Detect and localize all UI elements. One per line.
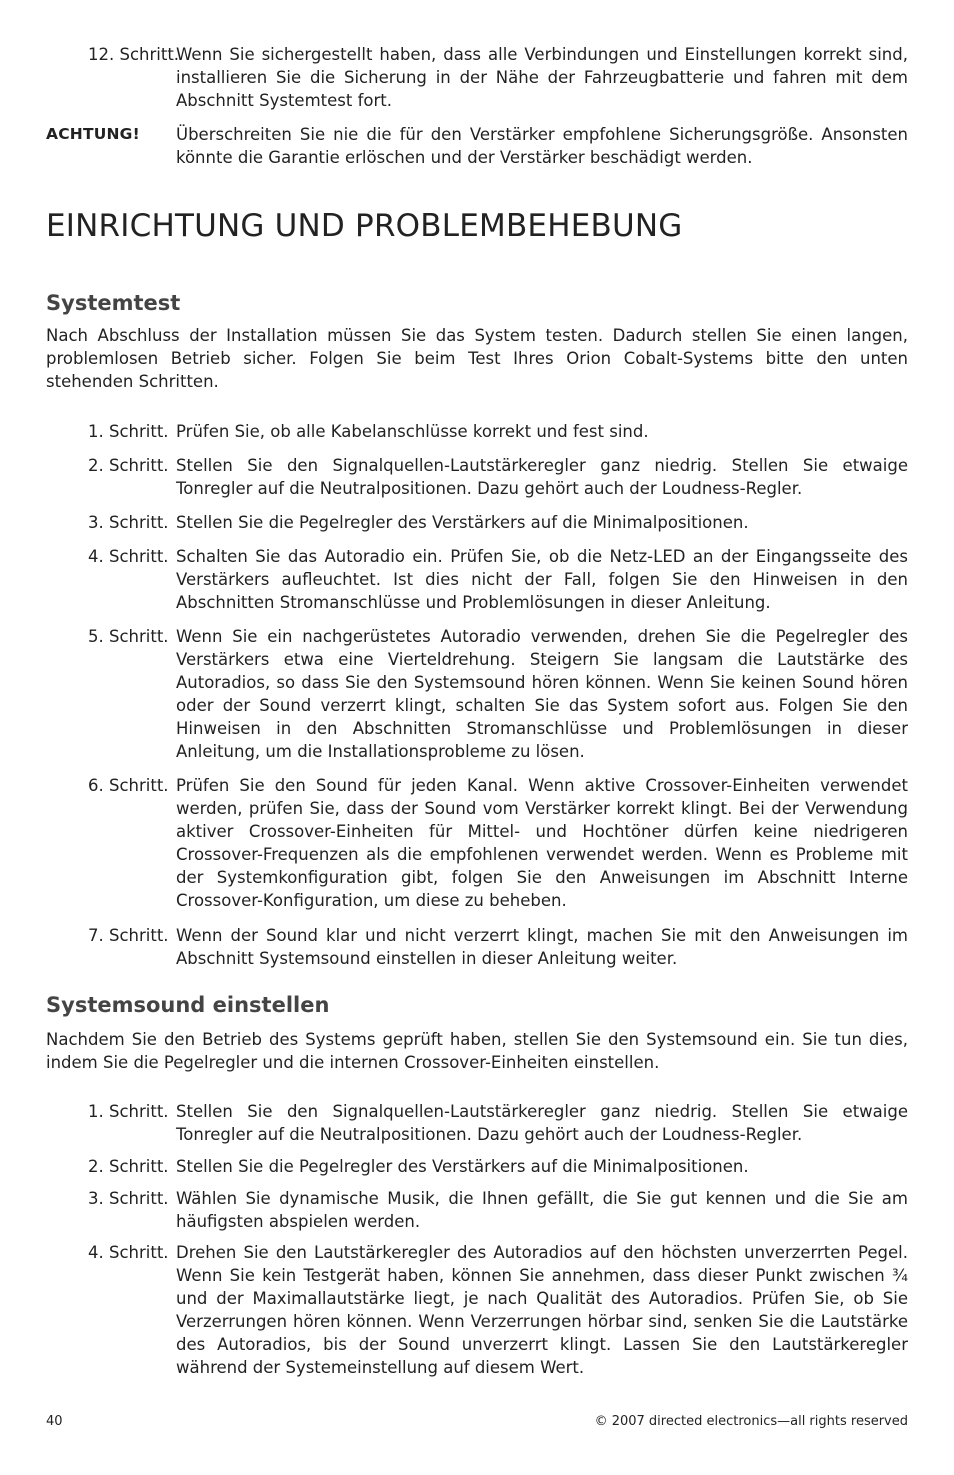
- step-text: Wenn der Sound klar und nicht verzerrt klingt, machen Sie mit den Anweisungen im Abschnitt Systemsound einstellen in dieser Anleitung weiter.: [176, 926, 908, 968]
- step-text: Stellen Sie den Signalquellen-Lautstärkeregler ganz niedrig. Stellen Sie etwaige Tonregler auf die Neutralpositionen. Dazu gehört auch der Loudness-Regler.: [176, 1102, 908, 1144]
- systemsound-step-1: [46, 1100, 908, 1146]
- step-text: Schalten Sie das Autoradio ein. Prüfen Sie, ob die Netz-LED an der Eingangsseite des Verstärkers aufleuchtet. Ist dies nicht der Fall, folgen Sie den Hinweisen in den Abschnitten Stromanschlüsse und Problemlösungen in dieser Anleitung.: [176, 547, 908, 612]
- warning-note: [46, 123, 908, 169]
- systemtest-step-5: [46, 625, 908, 763]
- step-label: 4. Schritt.: [88, 1243, 169, 1262]
- systemsound-step-3: [46, 1187, 908, 1233]
- step-label: 7. Schritt.: [88, 926, 169, 945]
- step-label: 2. Schritt.: [88, 1157, 169, 1176]
- warning-text: Überschreiten Sie nie die für den Verstärker empfohlene Sicherungsgröße. Ansonsten könnte die Garantie erlöschen und der Verstärker beschädigt werden.: [176, 125, 908, 167]
- systemsound-intro: Nachdem Sie den Betrieb des Systems geprüft haben, stellen Sie den Systemsound ein. Sie tun dies, indem Sie die Pegelregler und die internen Crossover-Einheiten einstellen.: [46, 1030, 908, 1072]
- systemtest-step-7: [46, 924, 908, 970]
- step-text: Wenn Sie ein nachgerüstetes Autoradio verwenden, drehen Sie die Pegelregler des Verstärkers etwa eine Vierteldrehung. Steigern Sie langsam die Lautstärke des Autoradios, so dass Sie den Systemsound hören können. Wenn Sie keinen Sound hören oder der Sound verzerrt klingt, schalten Sie das System sofort aus. Folgen Sie den Hinweisen in den Abschnitten Stromanschlüsse und Problemlösungen in dieser Anleitung, um die Installationsprobleme zu lösen.: [176, 627, 908, 761]
- page-title: EINRICHTUNG UND PROBLEMBEHEBUNG: [46, 208, 683, 244]
- systemtest-intro: Nach Abschluss der Installation müssen Sie das System testen. Dadurch stellen Sie einen langen, problemlosen Betrieb sicher. Folgen Sie beim Test Ihres Orion Cobalt-Systems bitte den unten stehenden Schritten.: [46, 326, 908, 391]
- step-label: 1. Schritt.: [88, 1102, 169, 1121]
- systemtest-step-6: [46, 774, 908, 912]
- step-label: 3. Schritt.: [88, 513, 169, 532]
- intro-step-12: [46, 43, 908, 112]
- systemsound-step-4: [46, 1241, 908, 1379]
- step-text: Stellen Sie die Pegelregler des Verstärkers auf die Minimalpositionen.: [176, 513, 749, 532]
- copyright-notice: © 2007 directed electronics—all rights reserved: [594, 1414, 908, 1429]
- step-label: 1. Schritt.: [88, 422, 169, 441]
- step-text: Prüfen Sie, ob alle Kabelanschlüsse korrekt und fest sind.: [176, 422, 649, 441]
- page-number: 40: [46, 1414, 63, 1429]
- step-text: Drehen Sie den Lautstärkeregler des Autoradios auf den höchsten unverzerrten Pegel. Wenn Sie kein Testgerät haben, können Sie annehmen, dass dieser Punkt zwischen ¾ und der Maximallautstärke liegt, je nach Qualität des Autoradios. Prüfen Sie, ob Sie Verzerrungen hören können. Wenn Verzerrungen hörbar sind, senken Sie die Lautstärke des Autoradios, bis der Sound unverzerrt klingt. Lassen Sie den Lautstärkeregler während der Systemeinstellung auf diesem Wert.: [176, 1243, 908, 1377]
- step-text: Prüfen Sie den Sound für jeden Kanal. Wenn aktive Crossover-Einheiten verwendet werden, prüfen Sie, dass der Sound vom Verstärker korrekt klingt. Bei der Verwendung aktiver Crossover-Einheiten für Mittel- und Hochtöner dürfen keine niedrigeren Crossover-Frequenzen als die empfohlenen verwendet werden. Wenn es Probleme mit der Systemkonfiguration gibt, folgen Sie den Anweisungen im Abschnitt Interne Crossover-Konfiguration, um diese zu beheben.: [176, 776, 908, 910]
- systemsound-heading: Systemsound einstellen: [46, 993, 330, 1017]
- step-text: Stellen Sie den Signalquellen-Lautstärkeregler ganz niedrig. Stellen Sie etwaige Tonregler auf die Neutralpositionen. Dazu gehört auch der Loudness-Regler.: [176, 456, 908, 498]
- step-text: Wählen Sie dynamische Musik, die Ihnen gefällt, die Sie gut kennen und die Sie am häufigsten abspielen werden.: [176, 1189, 908, 1231]
- step-text: Wenn Sie sichergestellt haben, dass alle Verbindungen und Einstellungen korrekt sind, installieren Sie die Sicherung in der Nähe der Fahrzeugbatterie und fahren mit dem Abschnitt Systemtest fort.: [176, 45, 908, 110]
- systemtest-step-1: [46, 420, 908, 443]
- step-label: 6. Schritt.: [88, 776, 169, 795]
- step-label: 12. Schritt.: [88, 45, 180, 64]
- systemsound-step-2: [46, 1155, 908, 1178]
- systemtest-step-4: [46, 545, 908, 614]
- step-label: 4. Schritt.: [88, 547, 169, 566]
- systemtest-step-2: [46, 454, 908, 500]
- warning-label: ACHTUNG!: [46, 125, 140, 143]
- step-label: 2. Schritt.: [88, 456, 169, 475]
- step-label: 5. Schritt.: [88, 627, 169, 646]
- systemtest-step-3: [46, 511, 908, 534]
- step-text: Stellen Sie die Pegelregler des Verstärkers auf die Minimalpositionen.: [176, 1157, 749, 1176]
- systemtest-heading: Systemtest: [46, 291, 181, 315]
- step-label: 3. Schritt.: [88, 1189, 169, 1208]
